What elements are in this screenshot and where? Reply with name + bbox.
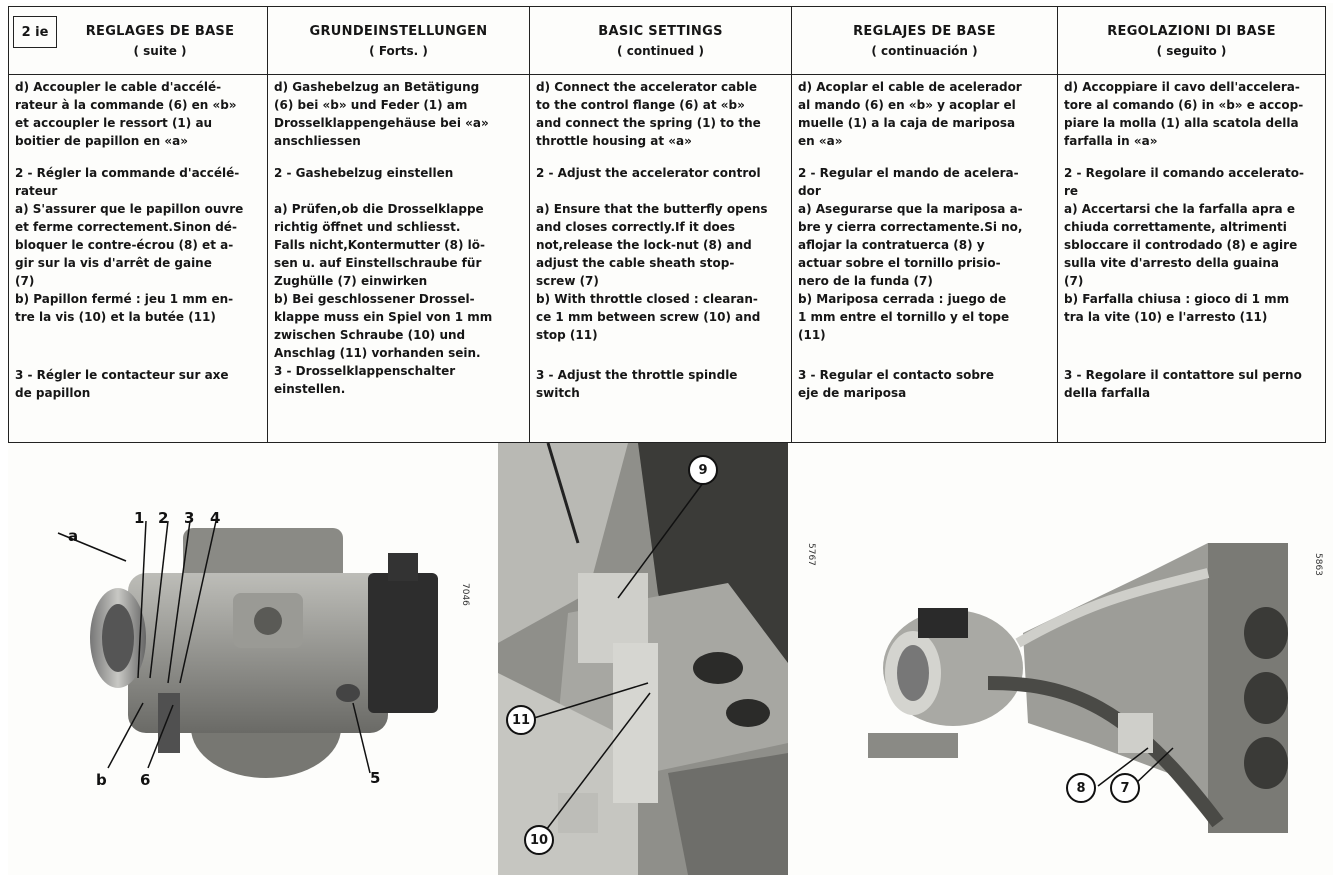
step-3: 3 - Drosselklappenschalter einstellen. <box>274 364 456 396</box>
header-fr <box>9 7 268 74</box>
throttle-body-photo <box>8 443 498 875</box>
column-subtitle: ( continued ) <box>617 43 704 58</box>
label-2: 2 <box>158 509 169 527</box>
step-3: 3 - Regolare il contattore sul perno della farfalla <box>1064 368 1302 400</box>
table-body <box>9 75 1325 442</box>
text-de <box>268 75 530 442</box>
callout-8: 8 <box>1066 773 1096 803</box>
callout-9: 9 <box>688 455 718 485</box>
callout-7: 7 <box>1110 773 1140 803</box>
column-title: BASIC SETTINGS <box>598 23 723 39</box>
column-subtitle: ( suite ) <box>133 43 187 58</box>
closeup-drawing <box>498 443 788 875</box>
label-6: 6 <box>140 771 151 789</box>
figure-ref-right: 5863 <box>1313 553 1323 576</box>
header-it <box>1058 7 1325 74</box>
step-3: 3 - Regular el contacto sobre eje de mariposa <box>798 368 994 400</box>
label-a: a <box>68 527 79 545</box>
column-subtitle: ( seguito ) <box>1156 43 1227 58</box>
step-d: d) Accoppiare il cavo dell'accelera- tore al comando (6) in «b» e accop- piare la molla (1) alla scatola della farfalla in «a» <box>1064 80 1304 148</box>
throttle-closeup-photo <box>498 443 788 875</box>
step-2: 2 - Adjust the accelerator control a) Ensure that the butterfly opens and closes correctly.If it does not,release the lock-nut (8) and adjust the cable sheath stop- screw (7) b) With throttle closed : clearan- ce 1 mm between screw (10) and stop (11) <box>536 166 768 342</box>
callout-10: 10 <box>524 825 554 855</box>
text-en <box>530 75 792 442</box>
text-es <box>792 75 1058 442</box>
header-en <box>530 7 792 74</box>
manifold-drawing <box>788 443 1333 875</box>
text-fr <box>9 75 268 442</box>
manifold-photo <box>788 443 1333 875</box>
label-3: 3 <box>184 509 195 527</box>
column-title: REGLAGES DE BASE <box>85 23 235 39</box>
step-3: 3 - Adjust the throttle spindle switch <box>536 368 738 400</box>
page-number: 2 ie <box>13 16 57 48</box>
callout-11: 11 <box>506 705 536 735</box>
step-3: 3 - Régler le contacteur sur axe de papillon <box>15 368 229 400</box>
step-d: d) Gashebelzug an Betätigung (6) bei «b» und Feder (1) am Drosselklappengehäuse bei «a» anschliessen <box>274 80 489 148</box>
label-4: 4 <box>210 509 221 527</box>
throttle-body-drawing <box>8 443 498 875</box>
settings-table <box>8 6 1326 443</box>
label-5: 5 <box>370 769 381 787</box>
column-title: GRUNDEINSTELLUNGEN <box>309 23 488 39</box>
step-d: d) Acoplar el cable de acelerador al mando (6) en «b» y acoplar el muelle (1) a la caja de mariposa en «a» <box>798 80 1022 148</box>
step-2: 2 - Regolare il comando accelerato- re a) Accertarsi che la farfalla apra e chiuda correttamente, altrimenti sbloccare il controdado (8) e agire sulla vite d'arresto della guaina (7) b) Farfalla chiusa : gioco di 1 mm tra la vite (10) e l'arresto (11) <box>1064 166 1304 324</box>
column-title: REGOLAZIONI DI BASE <box>1107 23 1276 39</box>
figure-ref: 7046 <box>460 583 470 606</box>
step-2: 2 - Gashebelzug einstellen a) Prüfen,ob die Drosselklappe richtig öffnet und schliesst. Falls nicht,Kontermutter (8) lö- sen u. auf Einstellschraube für Zughülle (7) einwirken b) Bei geschlossener Drossel- klappe muss ein Spiel von 1 mm zwischen Schraube (10) und Anschlag (11) vorhanden sein. <box>274 166 493 360</box>
figures-row <box>0 443 1340 879</box>
step-d: d) Connect the accelerator cable to the control flange (6) at «b» and connect the spring (1) to the throttle housing at «a» <box>536 80 761 148</box>
step-2: 2 - Régler la commande d'accélé- rateur a) S'assurer que le papillon ouvre et ferme correctement.Sinon dé- bloquer le contre-écrou (8) et a- gir sur la vis d'arrêt de gaine (7) b) Papillon fermé : jeu 1 mm en- tre la vis (10) et la butée (11) <box>15 166 244 324</box>
table-header <box>9 7 1325 75</box>
column-subtitle: ( continuación ) <box>871 43 978 58</box>
column-subtitle: ( Forts. ) <box>369 43 428 58</box>
header-es <box>792 7 1058 74</box>
label-1: 1 <box>134 509 145 527</box>
column-title: REGLAJES DE BASE <box>853 23 996 39</box>
text-it <box>1058 75 1325 442</box>
label-b: b <box>96 771 107 789</box>
step-d: d) Accoupler le cable d'accélé- rateur à la commande (6) en «b» et accoupler le ressort (1) au boitier de papillon en «a» <box>15 80 237 148</box>
figure-ref-left: 5767 <box>806 543 816 566</box>
header-de <box>268 7 530 74</box>
step-2: 2 - Regular el mando de acelera- dor a) Asegurarse que la mariposa a- bre y cierra correctamente.Si no, aflojar la contratuerca (8) y actuar sobre el tornillo prisio- nero de la funda (7) b) Mariposa cerrada : juego de 1 mm entre el tornillo y el tope (11) <box>798 166 1023 342</box>
